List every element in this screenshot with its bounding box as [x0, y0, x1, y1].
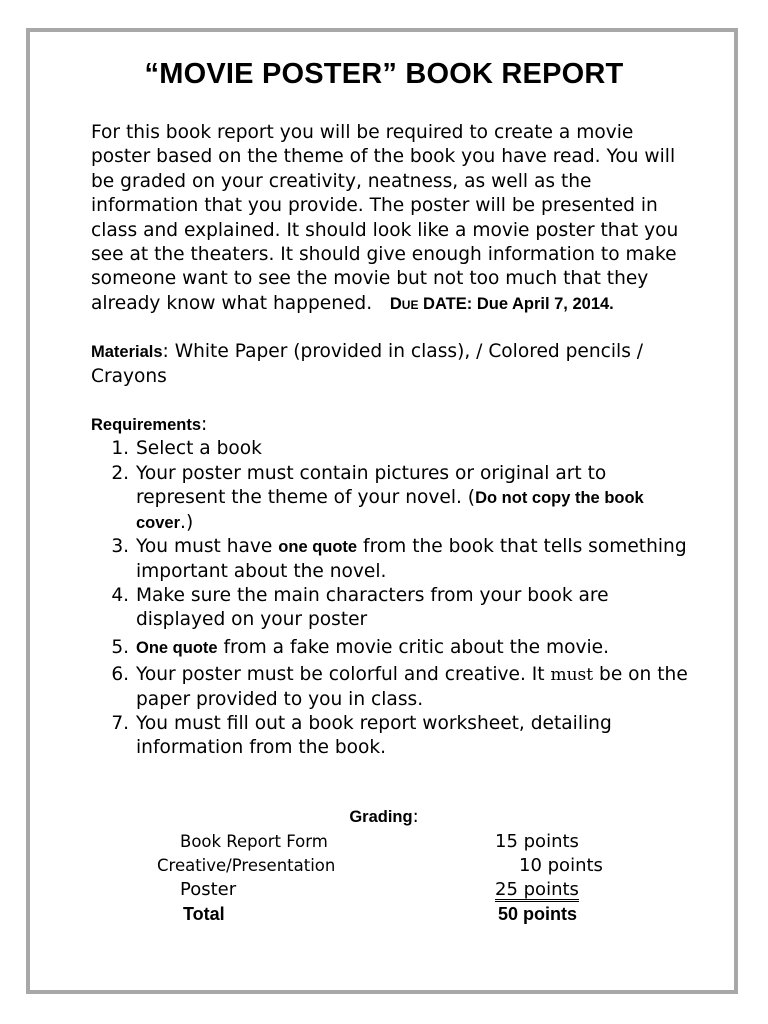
grading-row-name: Creative/Presentation [157, 856, 336, 875]
item-emphasis: One quote [136, 638, 218, 657]
list-item [135, 584, 691, 633]
grading-row-points [495, 879, 579, 902]
grading-total-label: Total [183, 904, 225, 924]
grading-heading [0, 806, 768, 827]
list-item [135, 712, 691, 761]
grading-row-points: 15 points [495, 831, 579, 852]
requirements-colon: : [201, 414, 208, 436]
document-body [91, 121, 691, 761]
page-title: “MOVIE POSTER” BOOK REPORT [144, 58, 624, 90]
list-item [135, 535, 691, 584]
poster-points-underlined: 25 points [495, 879, 579, 900]
materials-section [91, 340, 691, 389]
requirements-heading [91, 413, 691, 437]
materials-label: Materials [91, 343, 163, 362]
item-text: Make sure the main characters from your book are displayed on your poster [136, 584, 609, 631]
grading-colon: : [412, 806, 419, 827]
requirements-list [91, 437, 691, 760]
intro-text: For this book report you will be required to create a movie poster based on the theme of the book you have read. You will be graded on your creativity, neatness, as well as the information that you provide. The poster will be presented in class and explained. It should look like a movie poster that you see at the theaters. It should give enough information to make someone want to see the movie but not too much that they already know what happened. [91, 122, 679, 314]
item-text: .) [180, 511, 194, 533]
item-text: You must have [136, 536, 279, 558]
list-item [135, 462, 691, 535]
item-emphasis: Do not copy the book cover [136, 489, 644, 532]
requirements-label: Requirements [91, 416, 202, 435]
item-text: be on the paper provided to you in class. [136, 664, 688, 710]
list-item [135, 636, 691, 660]
item-text: Your poster must contain pictures or original art to represent the theme of your novel. ( [136, 462, 607, 509]
item-text: You must fill out a book report worksheet, detailing information from the book. [136, 712, 612, 759]
grading-label: Grading [349, 808, 413, 826]
grading-row-name: Poster [180, 879, 237, 900]
list-item [135, 437, 691, 461]
intro-paragraph [91, 121, 691, 316]
item-text: from a fake movie critic about the movie. [217, 636, 610, 658]
item-text: Your poster must be colorful and creative. It [136, 664, 551, 686]
due-text: DATE: Due April 7, 2014. [418, 294, 614, 313]
item-emphasis: must [550, 665, 594, 686]
materials-text: : White Paper (provided in class), / Colored pencils / Crayons [91, 341, 644, 387]
grading-total-points: 50 points [498, 904, 578, 924]
grading-row-name: Book Report Form [180, 832, 328, 851]
item-emphasis: one quote [278, 538, 358, 557]
item-text: Select a book [136, 438, 262, 460]
grading-row-points: 10 points [519, 855, 603, 876]
list-item [135, 663, 691, 712]
due-prefix: Due [389, 294, 419, 313]
due-date [390, 295, 614, 313]
item-text: from the book that tells something important about the novel. [136, 536, 687, 582]
